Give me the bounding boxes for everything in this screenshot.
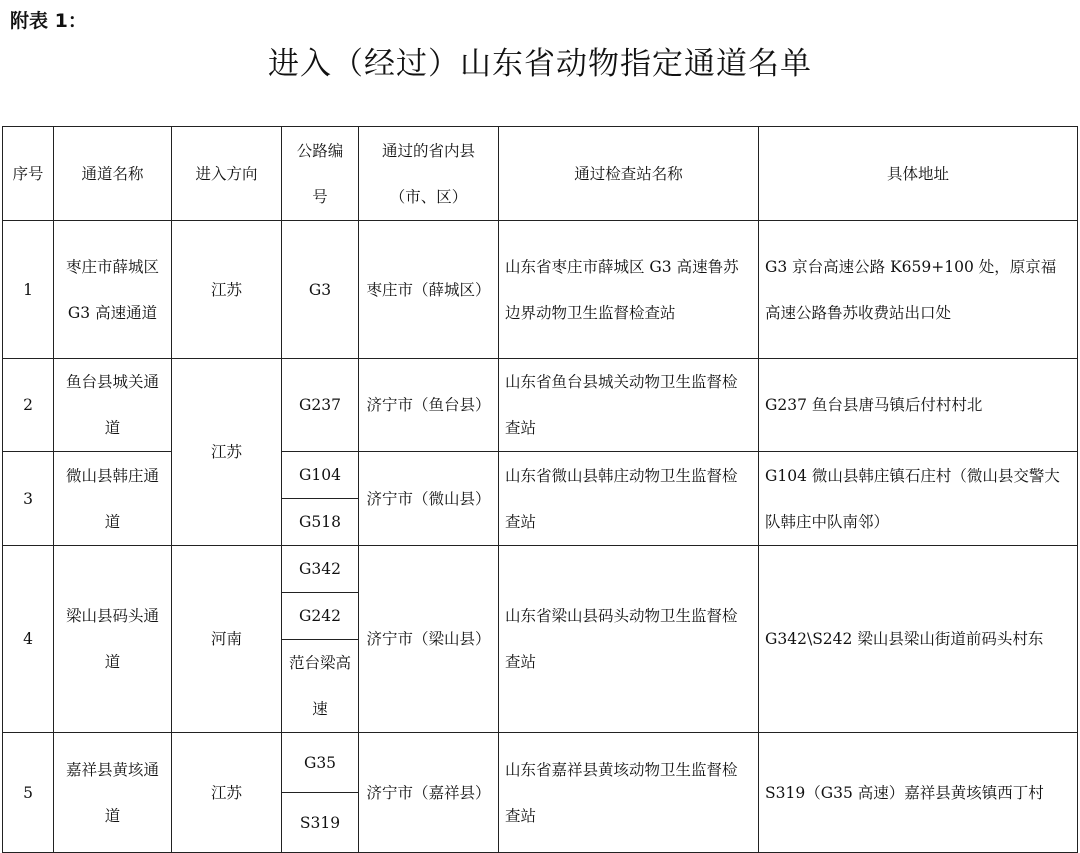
cell-road: G104 <box>282 452 359 499</box>
cell-address: G342\S242 梁山县梁山街道前码头村东 <box>759 546 1078 733</box>
cell-road: S319 <box>282 793 359 853</box>
cell-seq: 3 <box>3 452 54 546</box>
cell-road: 范台梁高速 <box>282 640 359 733</box>
cell-county: 济宁市（嘉祥县） <box>359 733 499 853</box>
header-station: 通过检查站名称 <box>499 127 759 221</box>
table-row <box>3 733 1078 793</box>
table-row <box>3 546 1078 593</box>
cell-station: 山东省鱼台县城关动物卫生监督检查站 <box>499 359 759 452</box>
cell-channel: 鱼台县城关通道 <box>54 359 172 452</box>
cell-county: 枣庄市（薛城区） <box>359 221 499 359</box>
cell-county: 济宁市（鱼台县） <box>359 359 499 452</box>
cell-channel: 嘉祥县黄垓通道 <box>54 733 172 853</box>
cell-address: G237 鱼台县唐马镇后付村村北 <box>759 359 1078 452</box>
cell-road: G35 <box>282 733 359 793</box>
cell-seq: 4 <box>3 546 54 733</box>
table-row <box>3 452 1078 499</box>
cell-address: G3 京台高速公路 K659+100 处，原京福高速公路鲁苏收费站出口处 <box>759 221 1078 359</box>
cell-road: G342 <box>282 546 359 593</box>
cell-road: G242 <box>282 593 359 640</box>
cell-direction: 江苏 <box>172 359 282 546</box>
table-row <box>3 359 1078 452</box>
page-title: 进入（经过）山东省动物指定通道名单 <box>268 46 812 82</box>
cell-county: 济宁市（梁山县） <box>359 546 499 733</box>
header-direction: 进入方向 <box>172 127 282 221</box>
cell-station: 山东省嘉祥县黄垓动物卫生监督检查站 <box>499 733 759 853</box>
cell-direction: 江苏 <box>172 733 282 853</box>
cell-county: 济宁市（微山县） <box>359 452 499 546</box>
cell-seq: 2 <box>3 359 54 452</box>
cell-seq: 5 <box>3 733 54 853</box>
cell-station: 山东省梁山县码头动物卫生监督检查站 <box>499 546 759 733</box>
cell-address: S319（G35 高速）嘉祥县黄垓镇西丁村 <box>759 733 1078 853</box>
header-road-line1: 公路编 <box>296 141 344 160</box>
cell-channel: 梁山县码头通道 <box>54 546 172 733</box>
channel-table <box>2 126 1078 853</box>
cell-channel: 微山县韩庄通道 <box>54 452 172 546</box>
table-row <box>3 221 1078 359</box>
cell-station: 山东省微山县韩庄动物卫生监督检查站 <box>499 452 759 546</box>
cell-road: G237 <box>282 359 359 452</box>
cell-station: 山东省枣庄市薛城区 G3 高速鲁苏边界动物卫生监督检查站 <box>499 221 759 359</box>
header-seq: 序号 <box>3 127 54 221</box>
cell-seq: 1 <box>3 221 54 359</box>
cell-direction: 江苏 <box>172 221 282 359</box>
cell-direction: 河南 <box>172 546 282 733</box>
header-road <box>282 127 359 221</box>
cell-road: G518 <box>282 499 359 546</box>
header-road-line2: 号 <box>312 187 328 206</box>
cell-address: G104 微山县韩庄镇石庄村（微山县交警大队韩庄中队南邻） <box>759 452 1078 546</box>
header-county-line2: （市、区） <box>389 187 468 206</box>
cell-channel: 枣庄市薛城区 G3 高速通道 <box>54 221 172 359</box>
cell-road: G3 <box>282 221 359 359</box>
table-header-row <box>3 127 1078 221</box>
attachment-label: 附表 1： <box>10 10 87 32</box>
header-county <box>359 127 499 221</box>
header-channel: 通道名称 <box>54 127 172 221</box>
header-county-line1: 通过的省内县 <box>381 141 475 160</box>
header-address: 具体地址 <box>759 127 1078 221</box>
